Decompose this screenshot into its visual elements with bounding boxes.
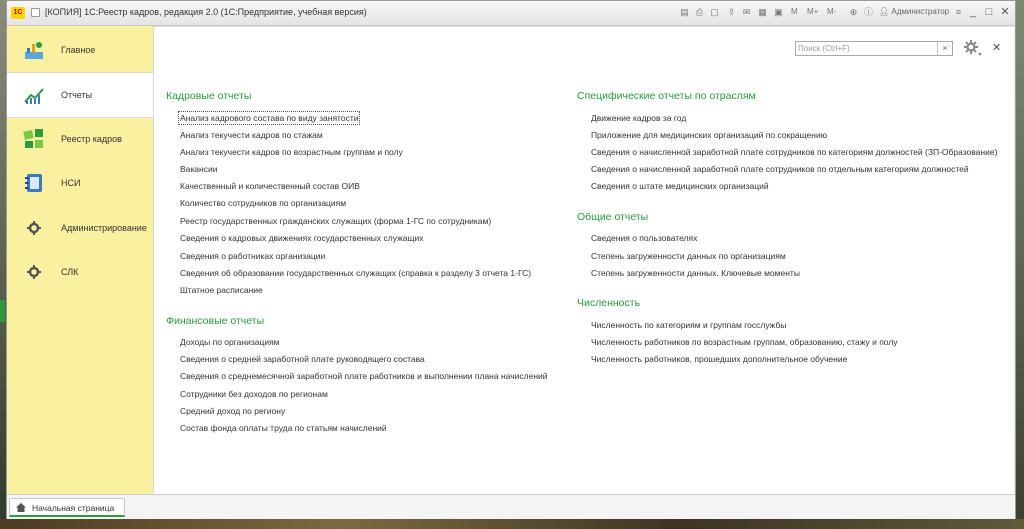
sidebar-item-label: Администрирование: [61, 223, 147, 233]
print-icon[interactable]: ⎙: [695, 7, 704, 17]
sidebar-item-main[interactable]: [7, 28, 153, 72]
calendar-icon[interactable]: ▦: [758, 7, 767, 17]
calculator-icon[interactable]: ▣: [774, 7, 783, 17]
report-link[interactable]: Сведения об образовании государственных служащих (справка к разделу 3 отчета 1-ГС): [180, 268, 532, 278]
save-icon[interactable]: ▤: [680, 7, 689, 17]
sidebar-item-label: СЛК: [61, 267, 79, 277]
sidebar-item-label: НСИ: [61, 178, 81, 188]
report-link[interactable]: Степень загруженности данных. Ключевые моменты: [591, 268, 800, 278]
minimize-button[interactable]: _: [969, 6, 977, 18]
section-title-finance-reports: Финансовые отчеты: [166, 315, 265, 327]
report-link[interactable]: Доходы по организациям: [180, 337, 280, 347]
app-window: [6, 0, 1016, 519]
sidebar-item-reference-data[interactable]: [7, 161, 153, 205]
settings-gear-icon[interactable]: [963, 39, 983, 57]
sidebar-item-reports[interactable]: [7, 72, 154, 118]
report-link[interactable]: Анализ кадрового состава по виду занятости: [180, 113, 359, 123]
report-link[interactable]: Анализ текучести кадров по стажам: [180, 130, 323, 140]
sidebar-item-hr-registry[interactable]: [7, 117, 153, 161]
search-input[interactable]: [798, 43, 936, 54]
section-title-general-reports: Общие отчеты: [577, 211, 649, 223]
home-tab-label: Начальная страница: [32, 503, 115, 513]
report-link[interactable]: Численность по категориям и группам госслужбы: [591, 320, 787, 330]
reports-panel: [153, 26, 1014, 495]
report-link[interactable]: Степень загруженности данных по организациям: [591, 251, 786, 261]
user-name: Администратор: [891, 7, 950, 16]
tab-home-page[interactable]: [9, 498, 125, 517]
title-bar: [7, 1, 1015, 26]
user-icon: 👤︎: [879, 7, 890, 16]
report-link[interactable]: Сотрудники без доходов по регионам: [180, 389, 328, 399]
sidebar-item-administration[interactable]: [7, 206, 153, 250]
report-link[interactable]: Численность работников по возрастным группам, образованию, стажу и полу: [591, 337, 898, 347]
document-icon[interactable]: ▢: [710, 7, 719, 17]
report-link[interactable]: Движение кадров за год: [591, 113, 687, 123]
report-link[interactable]: Сведения о кадровых движениях государственных служащих: [180, 233, 424, 243]
reference-book-icon: [23, 172, 45, 194]
registry-icon: [23, 128, 45, 150]
report-link[interactable]: Количество сотрудников по организациям: [180, 198, 347, 208]
close-window-button[interactable]: ✕: [1000, 6, 1010, 18]
memory-button[interactable]: M: [791, 7, 798, 16]
sidebar-item-label: Отчеты: [61, 90, 93, 100]
close-panel-icon[interactable]: ✕: [992, 42, 1002, 54]
desktop-background-bottom: [0, 519, 1024, 529]
info-icon[interactable]: ⓘ: [863, 7, 873, 17]
app-logo[interactable]: 1С: [11, 7, 25, 19]
section-title-hr-reports: Кадровые отчеты: [166, 90, 252, 102]
sidebar-item-label: Реестр кадров: [61, 134, 122, 144]
report-link[interactable]: Вакансии: [180, 164, 218, 174]
report-link[interactable]: Приложение для медицинских организаций по сокращению: [591, 130, 828, 140]
current-user[interactable]: [879, 7, 949, 16]
chart-icon: [23, 84, 45, 106]
home-icon: [16, 503, 26, 512]
report-link[interactable]: Сведения о штате медицинских организаций: [591, 181, 769, 191]
section-title-headcount: Численность: [577, 297, 641, 309]
report-link[interactable]: Сведения о средней заработной плате руководящего состава: [180, 354, 425, 364]
report-link[interactable]: Средний доход по региону: [180, 406, 286, 416]
main-menu-icon[interactable]: ≡: [955, 7, 962, 17]
clear-search-button[interactable]: ×: [937, 42, 952, 55]
memory-subtract-button[interactable]: M-: [827, 7, 837, 16]
sidebar-item-label: Главное: [61, 45, 96, 55]
desktop-background-right: [1016, 0, 1024, 529]
gear-icon: [23, 217, 45, 239]
sidebar-item-slk[interactable]: [7, 250, 153, 294]
report-link[interactable]: Анализ текучести кадров по возрастным группам и полу: [180, 147, 403, 157]
sections-sidebar: [7, 26, 154, 494]
report-link[interactable]: Сведения о начисленной заработной плате сотрудников по отдельным категориям должностей: [591, 164, 969, 174]
zoom-icon[interactable]: ⊕: [849, 7, 858, 17]
report-link[interactable]: Сведения о среднемесячной заработной плате работников и выполнении плана начислений: [180, 371, 548, 381]
report-link[interactable]: Реестр государственных гражданских служащих (форма 1-ГС по сотрудникам): [180, 216, 492, 226]
window-title: [КОПИЯ] 1С:Реестр кадров, редакция 2.0 (1С:Предприятие, учебная версия): [45, 7, 367, 17]
section-title-industry-reports: Специфические отчеты по отраслям: [577, 90, 756, 102]
report-link[interactable]: Численность работников, прошедших дополнительное обучение: [591, 354, 848, 364]
memory-add-button[interactable]: M+: [807, 7, 819, 16]
gear-icon: [23, 261, 45, 283]
report-link[interactable]: Сведения о работниках организации: [180, 251, 326, 261]
menu-icon[interactable]: [31, 8, 40, 17]
report-link[interactable]: Штатное расписание: [180, 285, 263, 295]
report-link[interactable]: Состав фонда оплаты труда по статьям начислений: [180, 423, 387, 433]
maximize-button[interactable]: □: [985, 6, 993, 18]
report-link[interactable]: Сведения о начисленной заработной плате сотрудников по категориям должностей (ЗП-Образование): [591, 147, 998, 157]
report-link[interactable]: Сведения о пользователях: [591, 233, 698, 243]
report-link[interactable]: Качественный и количественный состав ОИВ: [180, 181, 360, 191]
open-windows-bar: [7, 494, 1015, 519]
main-section-icon: [23, 39, 45, 61]
mail-icon[interactable]: ✉: [742, 7, 751, 17]
export-icon[interactable]: ⇪: [727, 7, 736, 17]
desktop-app-edge: [0, 300, 5, 322]
search-box: [795, 41, 953, 56]
